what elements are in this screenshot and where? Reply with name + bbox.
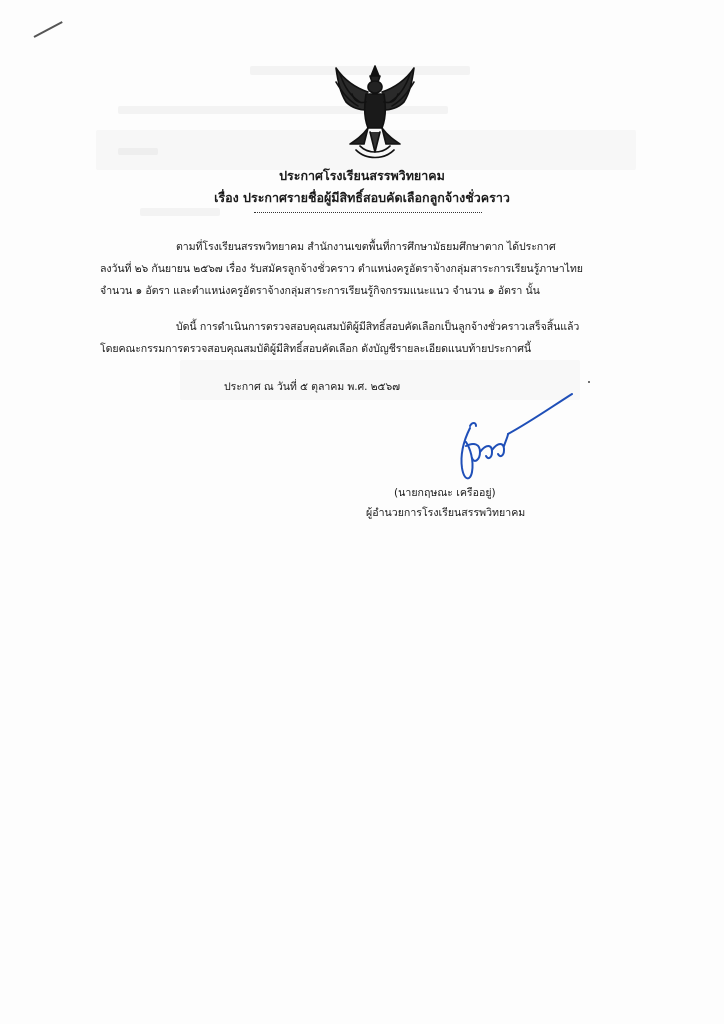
garuda-emblem-icon <box>330 62 420 162</box>
handwritten-signature <box>440 388 580 488</box>
paragraph1-line1: ตามที่โรงเรียนสรรพวิทยาคม สำนักงานเขตพื้นที่การศึกษามัธยมศึกษาตาก ได้ประกาศ <box>176 241 556 253</box>
signatory-name: (นายกฤษณะ เครืออยู่) <box>394 487 496 499</box>
paragraph2-line1: บัดนี้ การดำเนินการตรวจสอบคุณสมบัติผู้มีสิทธิ์สอบคัดเลือกเป็นลูกจ้างชั่วคราวเสร็จสิ้นแล้ว <box>176 321 580 333</box>
ink-dot <box>588 381 590 383</box>
show-through-shade <box>118 148 158 155</box>
signatory-position: ผู้อำนวยการโรงเรียนสรรพวิทยาคม <box>366 507 526 519</box>
document-subject: เรื่อง ประกาศรายชื่อผู้มีสิทธิ์สอบคัดเลือกลูกจ้างชั่วคราว <box>214 190 510 205</box>
show-through-shade <box>140 208 220 216</box>
paragraph1-line2: ลงวันที่ ๒๖ กันยายน ๒๕๖๗ เรื่อง รับสมัครลูกจ้างชั่วคราว ตำแหน่งครูอัตราจ้างกลุ่มสาระการเรียนรู้ภาษาไทย <box>100 263 583 275</box>
announcement-date: ประกาศ ณ วันที่ ๕ ตุลาคม พ.ศ. ๒๕๖๗ <box>224 381 400 393</box>
separator-dotted-line <box>254 212 482 213</box>
paragraph2-line2: โดยคณะกรรมการตรวจสอบคุณสมบัติผู้มีสิทธิ์สอบคัดเลือก ดังบัญชีรายละเอียดแนบท้ายประกาศนี้ <box>100 343 531 355</box>
document-title: ประกาศโรงเรียนสรรพวิทยาคม <box>279 168 445 183</box>
scan-mark <box>34 21 63 38</box>
paragraph1-line3: จำนวน ๑ อัตรา และตำแหน่งครูอัตราจ้างกลุ่มสาระการเรียนรู้กิจกรรมแนะแนว จำนวน ๑ อัตรา นั้น <box>100 285 540 297</box>
